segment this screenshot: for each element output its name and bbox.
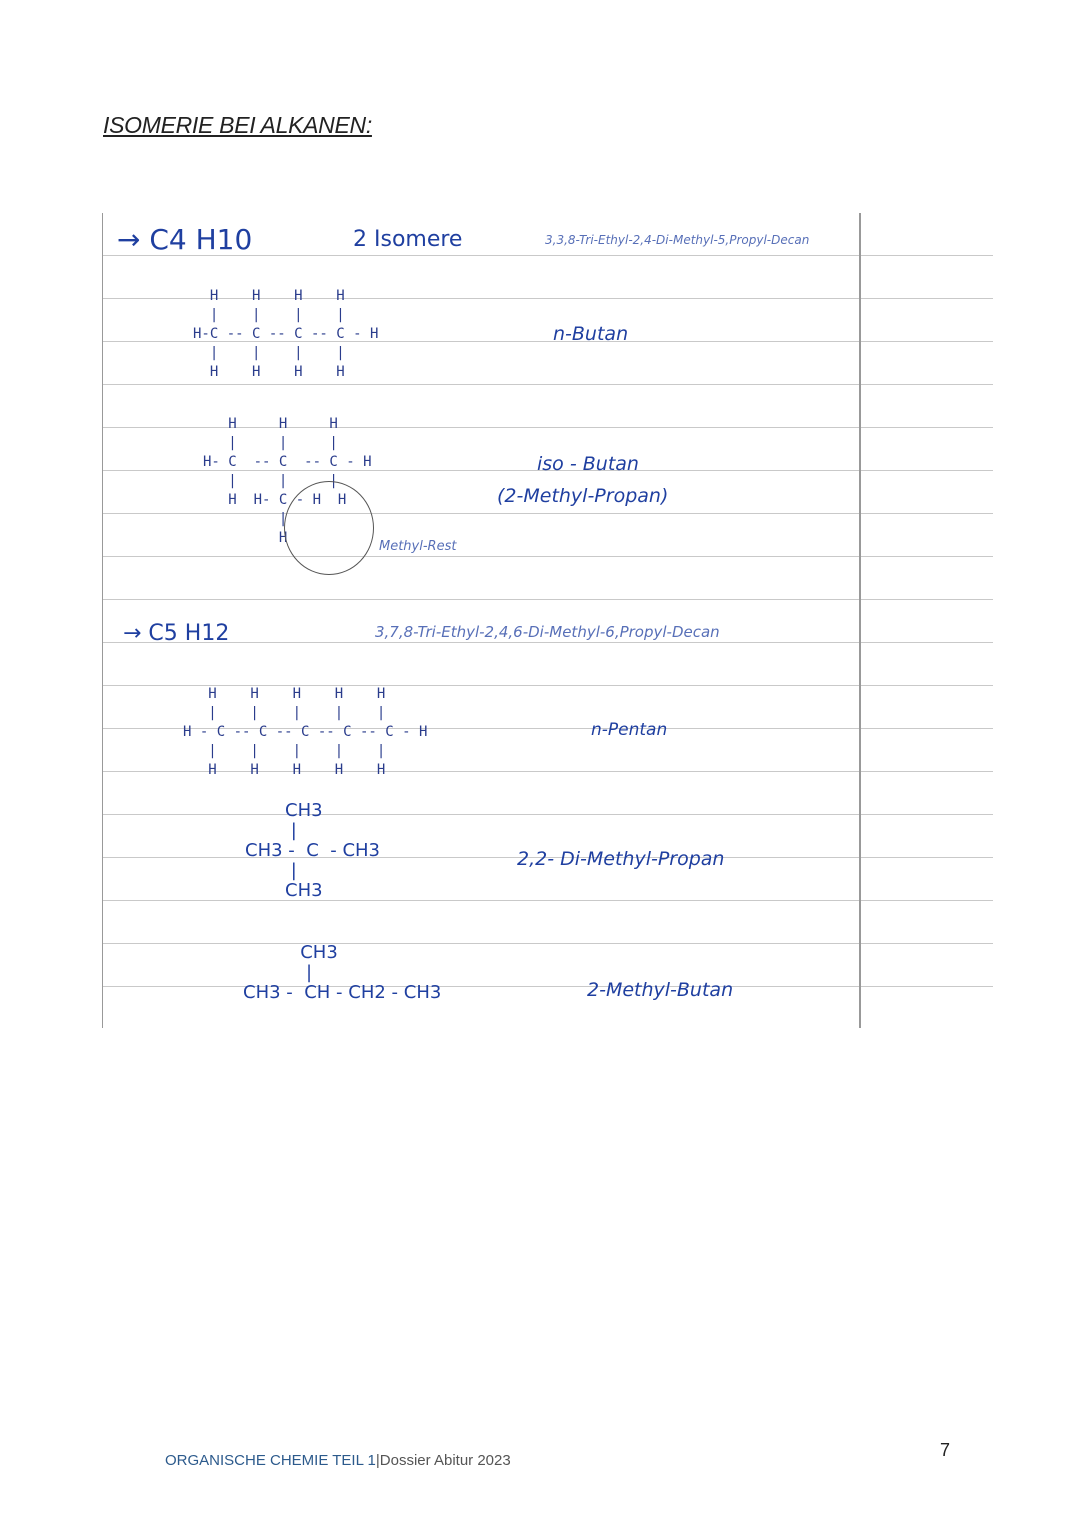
n-pentan-name: n-Pentan [591,720,668,740]
notebook-sheet [102,213,993,1028]
methylbutan-structure: CH3 | CH3 - CH - CH2 - CH3 [243,942,442,1003]
methylbutan-name: 2-Methyl-Butan [587,979,734,1001]
c5-formula: → C5 H12 [123,621,230,646]
c4-formula: → C4 H10 [117,223,253,256]
footer-separator: | [375,1452,380,1469]
methyl-rest-annotation: Methyl-Rest [379,539,457,554]
footer [165,1452,511,1469]
n-butan-name: n-Butan [553,323,629,345]
page-number: 7 [940,1440,951,1460]
n-pentan-structure: H H H H H | | | | | H - C -- C -- C -- C -- C - H | | | | | H H H H H [183,686,428,778]
iso-butan-alt-name: (2-Methyl-Propan) [497,485,669,507]
dimethylpropan-name: 2,2- Di-Methyl-Propan [517,848,725,870]
page-title: ISOMERIE BEI ALKANEN: [103,112,372,138]
footer-subtitle: Dossier Abitur 2023 [379,1452,511,1469]
c5-example-note: 3,7,8-Tri-Ethyl-2,4,6-Di-Methyl-6,Propyl-Decan [375,623,720,641]
dimethylpropan-structure: CH3 | CH3 - C - CH3 | CH3 [245,800,380,901]
iso-butan-name: iso - Butan [537,453,639,475]
margin-line [859,213,861,1028]
c4-example-note: 3,3,8-Tri-Ethyl-2,4-Di-Methyl-5,Propyl-Decan [545,233,810,247]
footer-brand: ORGANISCHE CHEMIE TEIL 1 [165,1452,376,1469]
n-butan-structure: H H H H | | | | H-C -- C -- C -- C - H | | | | H H H H [193,288,379,380]
iso-butan-structure: H H H | | | H- C -- C -- C - H | | | H H- C - H H | H [203,416,372,546]
c4-isomer-count: 2 Isomere [353,227,463,252]
methyl-group-circle [284,481,374,575]
